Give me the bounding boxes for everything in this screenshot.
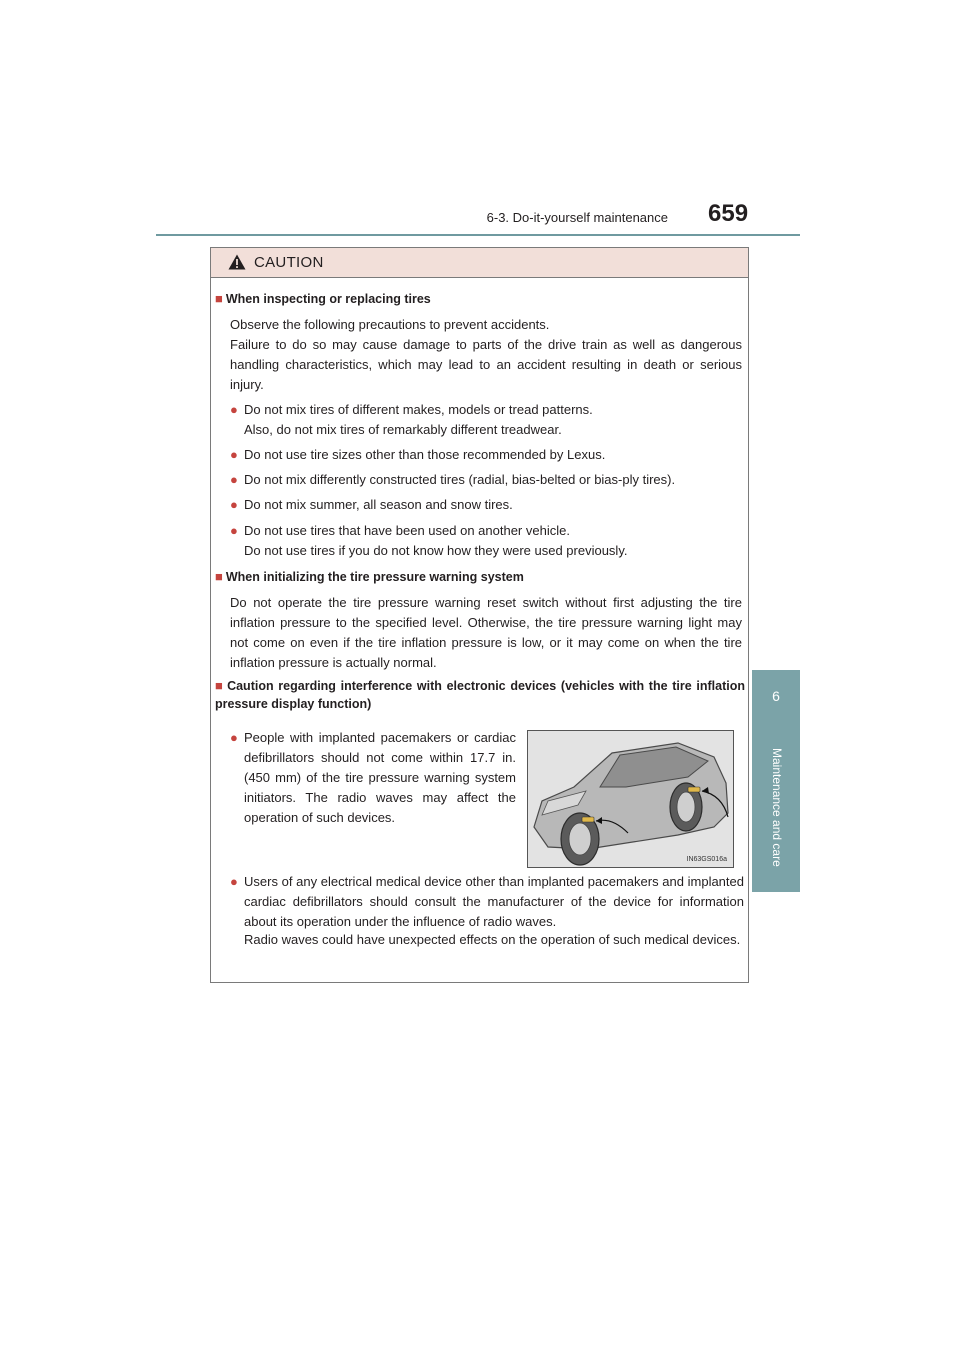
bullet-item: ● Do not use tires that have been used on another vehicle. [230,521,744,541]
bullet-dot-icon: ● [230,447,238,462]
bullet-continuation: Do not use tires if you do not know how they were used previously. [244,543,628,558]
car-illustration-icon [528,731,733,867]
bullet-item: ● People with implanted pacemakers or cardiac defibrillators should not come within 17.7 in. (450 mm) of the tire pressure warning system initiators. The radio waves may affect the operation of such devices. [230,730,516,825]
section1-intro: Observe the following precautions to prevent accidents. [230,317,550,332]
car-tire-illustration [527,730,734,868]
section-heading-text: Caution regarding interference with electronic devices (vehicles with the tire inflation pressure display function) [215,679,745,711]
bullet-dot-icon: ● [230,523,238,538]
caution-box [210,247,749,983]
bullet-item: ● Do not use tire sizes other than those recommended by Lexus. [230,445,744,465]
bullet-dot-icon: ● [230,402,238,417]
section-heading-text: When initializing the tire pressure warning system [225,570,524,584]
header-rule [156,234,800,236]
bullet-dot-icon: ● [230,497,238,512]
section-heading-text: When inspecting or replacing tires [225,292,431,306]
warning-triangle-icon [228,254,246,270]
bullet-item: ● Do not mix differently constructed tires (radial, bias-belted or bias-ply tires). [230,470,744,490]
bullet-dot-icon: ● [230,874,238,889]
section-heading-inspecting: ■ When inspecting or replacing tires [215,291,431,306]
section1-intro-2: Failure to do so may cause damage to parts of the drive train as well as dangerous handling characteristics, which may lead to an accident resulting in death or serious injury. [230,337,742,392]
section2-body: Do not operate the tire pressure warning reset switch without first adjusting the tire inflation pressure to the specified level. Otherwise, the tire pressure warning light may not come on even if the tire inflation pressure is low, or it may come on when the tire inflation pressure is actually normal. [230,595,742,670]
bullet-item: ● Users of any electrical medical device other than implanted pacemakers and implanted cardiac defibrillators should consult the manufacturer of the device for information about its operation under the influence of radio waves. [230,874,744,929]
figure-id: IN63GS016a [686,856,727,863]
bullet-item: ● Do not mix summer, all season and snow tires. [230,495,744,515]
section-title: 6-3. Do-it-yourself maintenance [486,210,668,225]
bullet-item: ● Do not mix tires of different makes, models or tread patterns. [230,400,744,420]
bullet-dot-icon: ● [230,730,238,745]
caution-title: CAUTION [254,254,324,271]
chapter-number: 6 [772,688,780,704]
chapter-title: Maintenance and care [770,748,784,867]
bullet-continuation: Radio waves could have unexpected effects on the operation of such medical devices. [244,932,741,947]
section-heading-initializing: ■ When initializing the tire pressure warning system [215,569,524,584]
caution-header [211,248,748,278]
bullet-continuation: Also, do not mix tires of remarkably different treadwear. [244,422,562,437]
section-heading-interference: ■ Caution regarding interference with electronic devices (vehicles with the tire inflation pressure display function) [215,678,745,711]
bullet-dot-icon: ● [230,472,238,487]
page-number: 659 [708,200,749,227]
